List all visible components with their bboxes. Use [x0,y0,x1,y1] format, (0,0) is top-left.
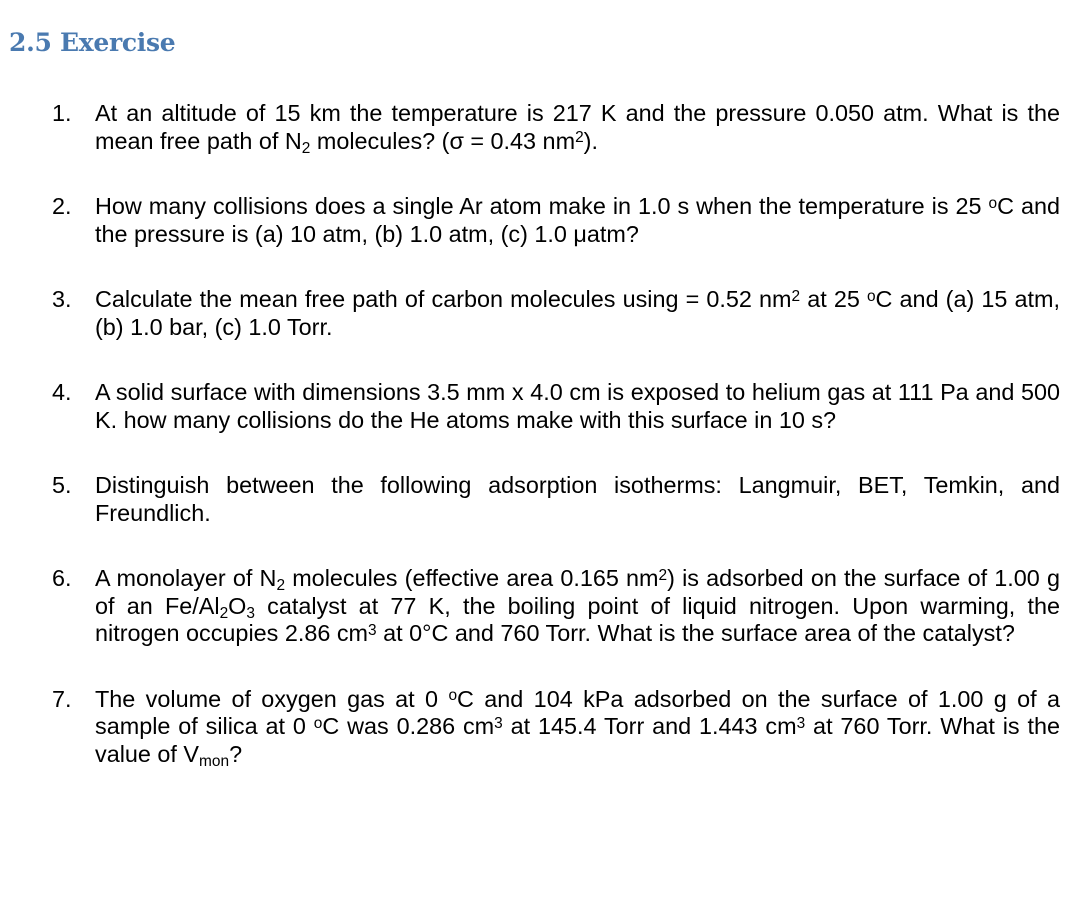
section-heading: 2.5 Exercise [9,28,176,57]
exercise-item-6 [52,565,1060,648]
exercise-item-4 [52,379,1060,434]
exercise-number: 7. [52,685,72,712]
exercise-number: 4. [52,379,72,405]
exercise-text: A solid surface with dimensions 3.5 mm x 4.0 cm is exposed to helium gas at 111 Pa and 500 K. how many collisions do the He atoms make with this surface in 10 s? [95,379,1060,433]
exercise-number: 1. [52,100,72,126]
exercise-item-3 [52,286,1060,341]
exercise-number: 3. [52,286,72,312]
exercise-text: At an altitude of 15 km the temperature is 217 K and the pressure 0.050 atm. What is the mean free path of $N_2$ molecules? (σ = 0.43 $nm^2$). [95,100,1060,157]
exercise-number: 2. [52,193,72,219]
exercise-item-7 [52,686,1060,769]
exercise-text: Calculate the mean free path of carbon molecules using = 0.52 $nm^2$ at 25 $^o$C and (a) 15 atm, (b) 1.0 bar, (c) 1.0 Torr. [95,286,1060,340]
exercise-item-2 [52,193,1060,248]
exercise-list [52,100,1060,768]
exercise-item-5 [52,472,1060,527]
exercise-text: How many collisions does a single Ar atom make in 1.0 s when the temperature is 25 $^o$C and the pressure is (a) 10 atm, (b) 1.0 atm, (c) 1.0 μatm? [95,193,1060,247]
exercise-text: Distinguish between the following adsorption isotherms: Langmuir, BET, Temkin, and Freundlich. [95,472,1060,526]
exercise-item-1 [52,100,1060,155]
exercise-number: 5. [52,472,72,498]
exercise-number: 6. [52,565,72,591]
exercise-text: The volume of oxygen gas at 0 $^o$C and 104 kPa adsorbed on the surface of 1.00 g of a sample of silica at 0 $^o$C was 0.286 $cm^3$ at 145.4 Torr and 1.443 $cm^3$ at 760 Torr. What is the value of $V_{mon}$? [95,685,1060,770]
exercise-text: A monolayer of $N_2$ molecules (effective area 0.165 $nm^2$) is adsorbed on the surface of 1.00 g of an $Fe/Al_2O_3$ catalyst at 77 K, the boiling point of liquid nitrogen. Upon warming, the nitrogen occupies 2.86 $cm^3$ at 0°C and 760 Torr. What is the surface area of the catalyst? [95,565,1060,646]
